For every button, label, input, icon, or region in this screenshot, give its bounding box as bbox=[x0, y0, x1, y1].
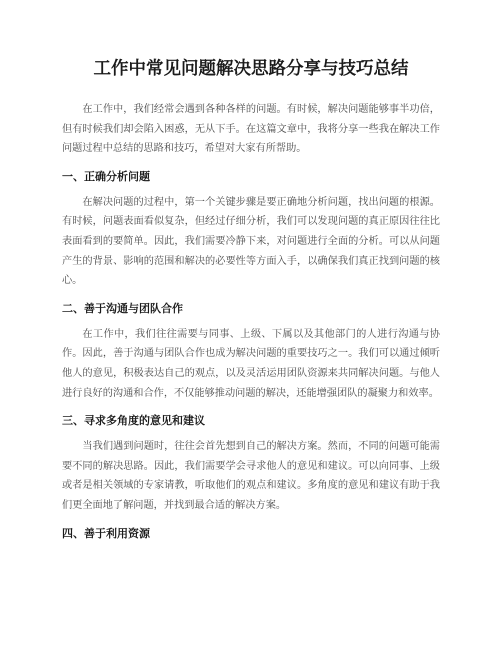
section-paragraph: 当我们遇到问题时，往往会首先想到自己的解决方案。然而，不同的问题可能需要不同的解决思路。因此，我们需要学会寻求他人的意见和建议。可以向同事、上级或者是相关领域的专家请教，听取他们的观点和建议。多角度的意见和建议有助于我们更全面地了解问题，并找到最合适的解决方案。 bbox=[62, 441, 440, 511]
section-heading: 四、善于利用资源 bbox=[62, 526, 150, 540]
section-communication-teamwork bbox=[62, 301, 440, 403]
document-title: 工作中常见问题解决思路分享与技巧总结 bbox=[93, 59, 409, 79]
section-heading: 三、寻求多角度的意见和建议 bbox=[62, 414, 205, 428]
section-analyze-problem bbox=[62, 169, 440, 291]
section-heading: 一、正确分析问题 bbox=[62, 169, 150, 183]
section-paragraph: 在解决问题的过程中，第一个关键步骤是要正确地分析问题，找出问题的根源。有时候，问题表面看似复杂，但经过仔细分析，我们可以发现问题的真正原因往往比表面看到的要简单。因此，我们需要冷静下来，对问题进行全面的分析。可以从问题产生的背景、影响的范围和解决的必要性等方面入手，以确保我们真正找到问题的核心。 bbox=[62, 196, 440, 287]
intro-paragraph: 在工作中，我们经常会遇到各种各样的问题。有时候，解决问题能够事半功倍，但有时候我们却会陷入困惑，无从下手。在这篇文章中，我将分享一些我在解决工作问题过程中总结的思路和技巧，希望对大家有所帮助。 bbox=[62, 104, 440, 155]
section-heading: 二、善于沟通与团队合作 bbox=[62, 301, 183, 315]
section-paragraph: 在工作中，我们往往需要与同事、上级、下属以及其他部门的人进行沟通与协作。因此，善于沟通与团队合作也成为解决问题的重要技巧之一。我们可以通过倾听他人的意见，积极表达自己的观点，以及灵活运用团队资源来共同解决问题。与他人进行良好的沟通和合作，不仅能够推动问题的解决，还能增强团队的凝聚力和效率。 bbox=[62, 328, 440, 399]
section-use-resources bbox=[62, 526, 440, 542]
section-seek-advice bbox=[62, 413, 440, 515]
